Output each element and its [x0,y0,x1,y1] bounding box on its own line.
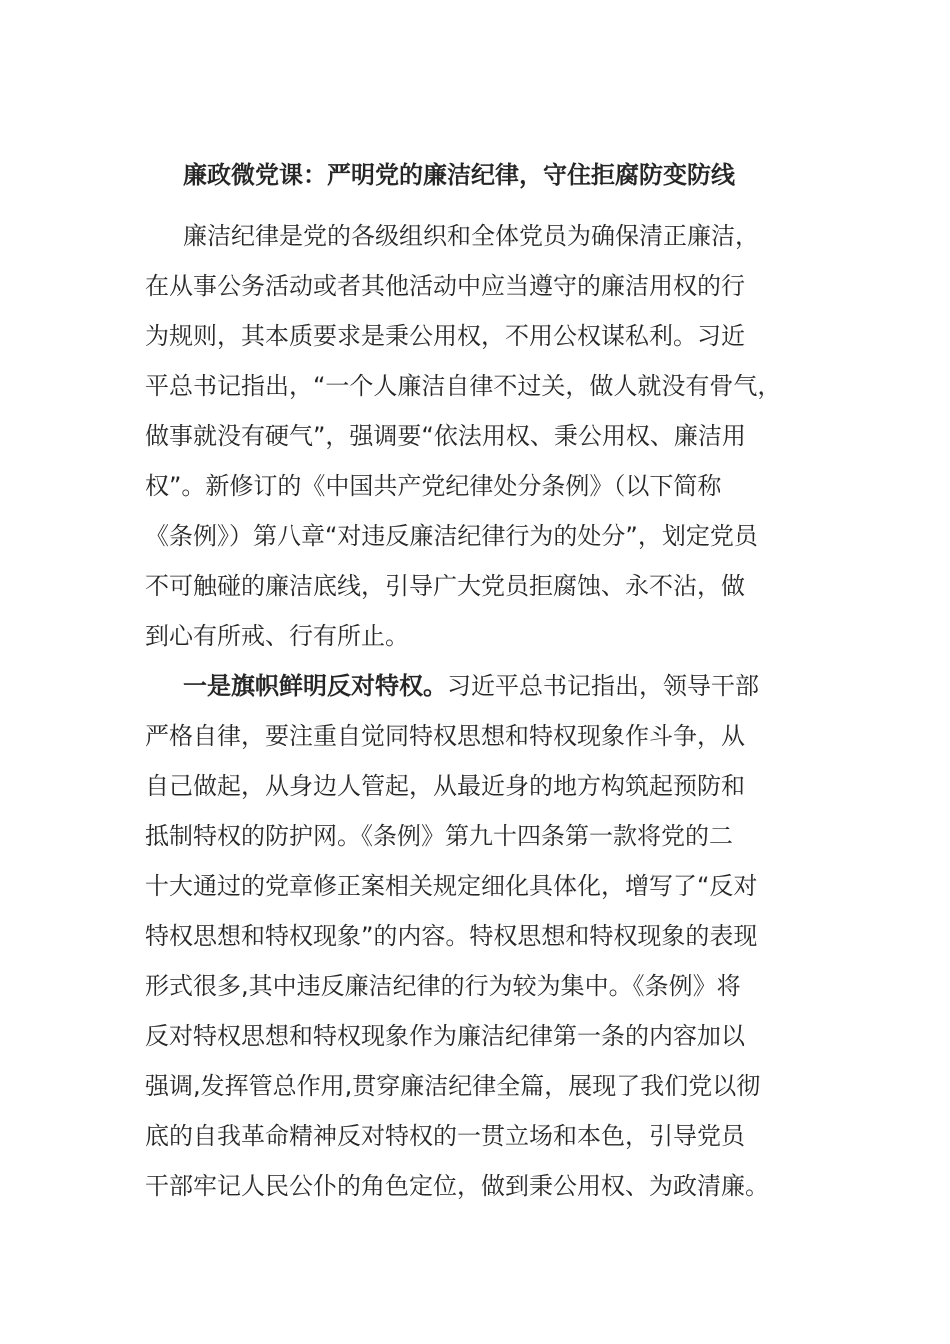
paragraph-1-line-8: 不可触碰的廉洁底线，引导广大党员拒腐蚀、永不沾，做 [145,572,745,600]
document-title: 廉政微党课：严明党的廉洁纪律，守住拒腐防变防线 [183,161,735,189]
paragraph-2-line-2: 严格自律，要注重自觉同特权思想和特权现象作斗争，从 [145,722,745,750]
paragraph-2-line-4: 抵制特权的防护网。《条例》第九十四条第一款将党的二 [145,822,733,850]
paragraph-2-line-1 [183,668,759,704]
paragraph-2-line-7: 形式很多,其中违反廉洁纪律的行为较为集中。《条例》将 [145,972,741,1000]
paragraph-1-line-4: 平总书记指出，“一个人廉洁自律不过关，做人就没有骨气， [145,372,782,400]
paragraph-2-line-3: 自己做起，从身边人管起，从最近身的地方构筑起预防和 [145,772,745,800]
paragraph-2-line-10: 底的自我革命精神反对特权的一贯立场和本色，引导党员 [145,1122,745,1150]
paragraph-1-line-7: 《条例》）第八章“对违反廉洁纪律行为的处分”，划定党员 [145,522,758,550]
paragraph-1-line-5: 做事就没有硬气”，强调要“依法用权、秉公用权、廉洁用 [145,422,746,450]
paragraph-1-line-2: 在从事公务活动或者其他活动中应当遵守的廉洁用权的行 [145,272,745,300]
paragraph-1-line-9: 到心有所戒、行有所止。 [145,622,409,650]
paragraph-2-line-6: 特权思想和特权现象”的内容。特权思想和特权现象的表现 [145,922,758,950]
paragraph-1-line-1: 廉洁纪律是党的各级组织和全体党员为确保清正廉洁， [183,222,759,250]
paragraph-1-line-6: 权”。新修订的《中国共产党纪律处分条例》（以下简称 [145,472,722,500]
paragraph-2-lead-heading: 一是旗帜鲜明反对特权。 [183,672,447,700]
paragraph-2-line-11: 干部牢记人民公仆的角色定位，做到秉公用权、为政清廉。 [145,1172,769,1200]
paragraph-2-line-8: 反对特权思想和特权现象作为廉洁纪律第一条的内容加以 [145,1022,745,1050]
paragraph-2-lead-rest: 习近平总书记指出，领导干部 [447,672,759,700]
paragraph-1-line-3: 为规则，其本质要求是秉公用权，不用公权谋私利。习近 [145,322,745,350]
paragraph-2-line-9: 强调,发挥管总作用,贯穿廉洁纪律全篇，展现了我们党以彻 [145,1072,761,1100]
paragraph-2-line-5: 十大通过的党章修正案相关规定细化具体化，增写了“反对 [145,872,758,900]
